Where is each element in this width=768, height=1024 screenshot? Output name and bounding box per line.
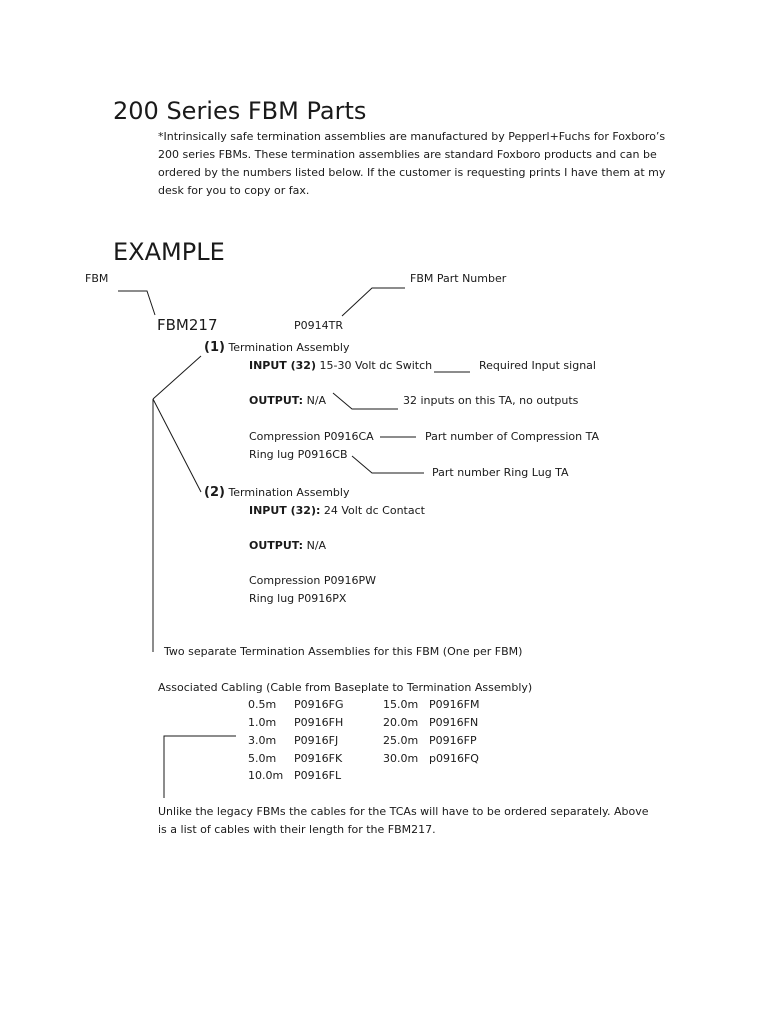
ta1-input-note: Required Input signal — [479, 359, 596, 372]
page-title: 200 Series FBM Parts — [113, 97, 367, 125]
ta2-output-value: N/A — [303, 539, 327, 552]
output-note-leader-line — [333, 393, 398, 409]
fbm-part-number-label: FBM Part Number — [410, 272, 507, 285]
fbm-part-number: P0914TR — [294, 319, 343, 332]
ta2-title: Termination Assembly — [228, 486, 350, 499]
cable-length: 10.0m — [248, 769, 284, 782]
fbm-label: FBM — [85, 272, 109, 285]
cable-length: 20.0m — [383, 716, 419, 729]
ta2-output-label: OUTPUT: — [249, 539, 304, 552]
ta1-heading — [204, 339, 349, 357]
branch-ta2-line — [153, 399, 201, 492]
ta2-compression: Compression P0916PW — [249, 574, 377, 587]
ta2-ringlug: Ring lug P0916PX — [249, 592, 347, 605]
cabling-bracket-line — [164, 736, 236, 798]
fbm-leader-line — [118, 291, 155, 315]
ta1-output-value: N/A — [303, 394, 327, 407]
cable-part: P0916FL — [294, 769, 342, 782]
fbm-model: FBM217 — [157, 316, 218, 334]
ta2-output — [249, 537, 326, 555]
cable-part: P0916FG — [294, 698, 344, 711]
cable-length: 1.0m — [248, 716, 277, 729]
example-heading: EXAMPLE — [113, 238, 225, 266]
cable-length: 15.0m — [383, 698, 419, 711]
ta1-output — [249, 392, 326, 410]
cabling-note: Unlike the legacy FBMs the cables for the TCAs will have to be ordered separately. Above is a list of cables with their length for the FBM217. — [158, 805, 649, 836]
ta1-compression-note: Part number of Compression TA — [425, 430, 600, 443]
cabling-heading: Associated Cabling (Cable from Baseplate to Termination Assembly) — [158, 681, 533, 694]
ta2-input-label: INPUT (32): — [249, 504, 321, 517]
ta2-input — [249, 502, 425, 520]
ta2-number: (2) — [204, 485, 225, 500]
ta1-input-label: INPUT (32) — [249, 359, 316, 372]
ta1-number: (1) — [204, 340, 225, 355]
ta1-ringlug-note: Part number Ring Lug TA — [432, 466, 569, 479]
cable-part: P0916FH — [294, 716, 344, 729]
cable-length: 5.0m — [248, 752, 277, 765]
ta1-ringlug: Ring lug P0916CB — [249, 448, 348, 461]
cable-length: 3.0m — [248, 734, 277, 747]
cable-length: 25.0m — [383, 734, 419, 747]
ta1-compression: Compression P0916CA — [249, 430, 374, 443]
ta1-output-note: 32 inputs on this TA, no outputs — [403, 394, 579, 407]
ta1-input — [249, 357, 432, 375]
ta2-input-value: 24 Volt dc Contact — [320, 504, 425, 517]
cable-part: P0916FJ — [294, 734, 339, 747]
cable-part: P0916FM — [429, 698, 480, 711]
cable-length: 30.0m — [383, 752, 419, 765]
ta2-heading — [204, 484, 349, 502]
cable-part: P0916FN — [429, 716, 479, 729]
branch-ta1-line — [153, 356, 201, 399]
ta1-title: Termination Assembly — [228, 341, 350, 354]
cable-part: P0916FP — [429, 734, 477, 747]
ta1-input-value: 15-30 Volt dc Switch — [316, 359, 433, 372]
cable-length: 0.5m — [248, 698, 277, 711]
cable-part: P0916FK — [294, 752, 343, 765]
ringlug-note-leader-line — [352, 456, 424, 473]
part-number-leader-line — [342, 288, 405, 316]
cable-part: p0916FQ — [429, 752, 479, 765]
intro-paragraph: *Intrinsically safe termination assemblies are manufactured by Pepperl+Fuchs for Foxboro’s 200 series FBMs. These termination assemblies are standard Foxboro products and can be ordered by the numbers listed below. If the customer is requesting prints I have them at my desk for you to copy or fax. — [158, 130, 666, 197]
ta1-output-label: OUTPUT: — [249, 394, 304, 407]
bracket-note: Two separate Termination Assemblies for this FBM (One per FBM) — [164, 645, 523, 658]
